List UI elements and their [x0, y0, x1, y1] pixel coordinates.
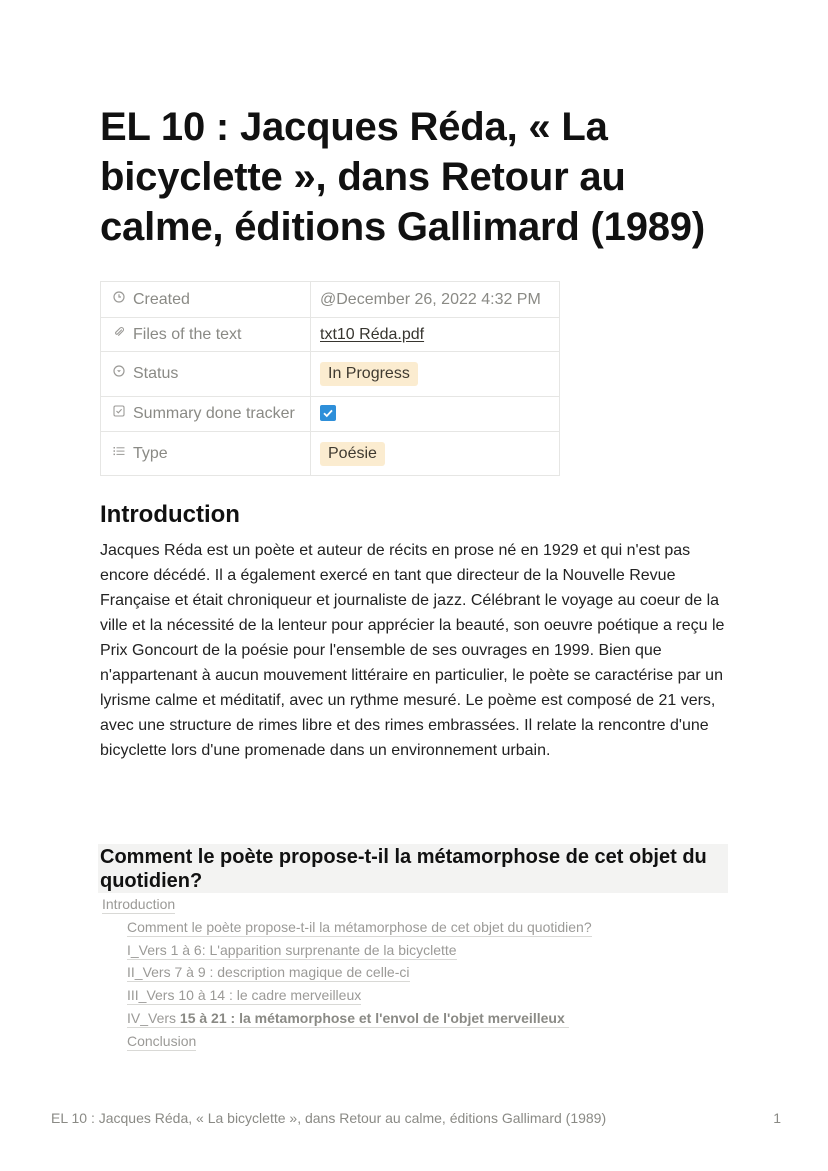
toc-link[interactable]: Conclusion — [127, 1033, 197, 1049]
toc-item-conclusion[interactable] — [127, 1033, 196, 1049]
property-row-type — [101, 432, 560, 476]
introduction-heading: Introduction — [100, 501, 240, 528]
property-row-created — [101, 282, 560, 318]
toc-item-introduction[interactable] — [102, 896, 179, 912]
toc-link[interactable]: I_Vers 1 à 6: L'apparition surprenante de la bicyclette — [127, 942, 457, 958]
toc-link[interactable]: Introduction — [102, 896, 176, 912]
property-row-summary — [101, 397, 560, 432]
toc-item-part-1[interactable] — [127, 942, 460, 958]
toc-link[interactable]: II_Vers 7 à 9 : description magique de celle-ci — [127, 964, 410, 980]
list-icon — [111, 445, 127, 460]
page-footer — [51, 1110, 781, 1126]
introduction-text: Jacques Réda est un poète et auteur de récits en prose né en 1929 et qui n'est pas encore décédé. Il a également exercé en tant que directeur de la Nouvelle Revue Française et était chroniqueur et journaliste de jazz. Célébrant le voyage au coeur de la ville et la nécessité de la lenteur pour apprécier la beauté, son oeuvre poétique a reçu le Prix Goncourt de la poésie pour l'ensemble de ses ouvrages en 1999. Bien que n'appartenant à aucun mouvement littéraire en particulier, le poète se caractérise par un lyrisme calme et méditatif, avec un rythme mesuré. Le poème est composé de 21 vers, avec une structure de rimes libre et des rimes embrassées. Il relate la rencontre d'une bicyclette lors d'une promenade dans un environnement urbain. — [100, 542, 725, 759]
paperclip-icon — [111, 326, 127, 341]
toc-item-part-2[interactable] — [127, 964, 410, 980]
type-badge[interactable]: Poésie — [320, 442, 385, 466]
property-label: Created — [133, 290, 190, 308]
toc-link[interactable]: III_Vers 10 à 14 : le cadre merveilleux — [127, 987, 362, 1003]
toc-link[interactable]: Comment le poète propose-t-il la métamorphose de cet objet du quotidien? — [127, 919, 592, 935]
footer-title: EL 10 : Jacques Réda, « La bicyclette », dans Retour au calme, éditions Gallimard (1989) — [51, 1110, 607, 1126]
property-label: Files of the text — [133, 325, 242, 343]
property-label: Type — [133, 444, 168, 462]
property-label: Status — [133, 365, 179, 382]
created-date: @December 26, 2022 4:32 PM — [320, 290, 541, 308]
toc-item-part-4[interactable] — [127, 1010, 569, 1026]
property-label: Summary done tracker — [133, 405, 295, 422]
toc-item-part-3[interactable] — [127, 987, 361, 1003]
file-link[interactable]: txt10 Réda.pdf — [320, 325, 425, 343]
checkbox-icon — [111, 405, 127, 420]
toc-item-problematique[interactable] — [127, 919, 592, 935]
status-badge[interactable]: In Progress — [320, 362, 418, 386]
properties-table — [100, 281, 560, 476]
status-icon — [111, 365, 127, 380]
page-title: EL 10 : Jacques Réda, « La bicyclette », dans Retour au calme, éditions Gallimard (1989) — [100, 105, 705, 249]
property-row-status — [101, 352, 560, 397]
problematique-heading: Comment le poète propose-t-il la métamorphose de cet objet du quotidien? — [98, 844, 728, 893]
toc-link-prefix: IV_Vers — [127, 1010, 180, 1026]
property-row-files — [101, 318, 560, 352]
toc-link-bold: 15 à 21 : la métamorphose et l'envol de l'objet merveilleux — [179, 1010, 565, 1026]
clock-icon — [111, 291, 127, 306]
summary-checkbox[interactable] — [320, 405, 336, 421]
page-number: 1 — [773, 1110, 781, 1126]
